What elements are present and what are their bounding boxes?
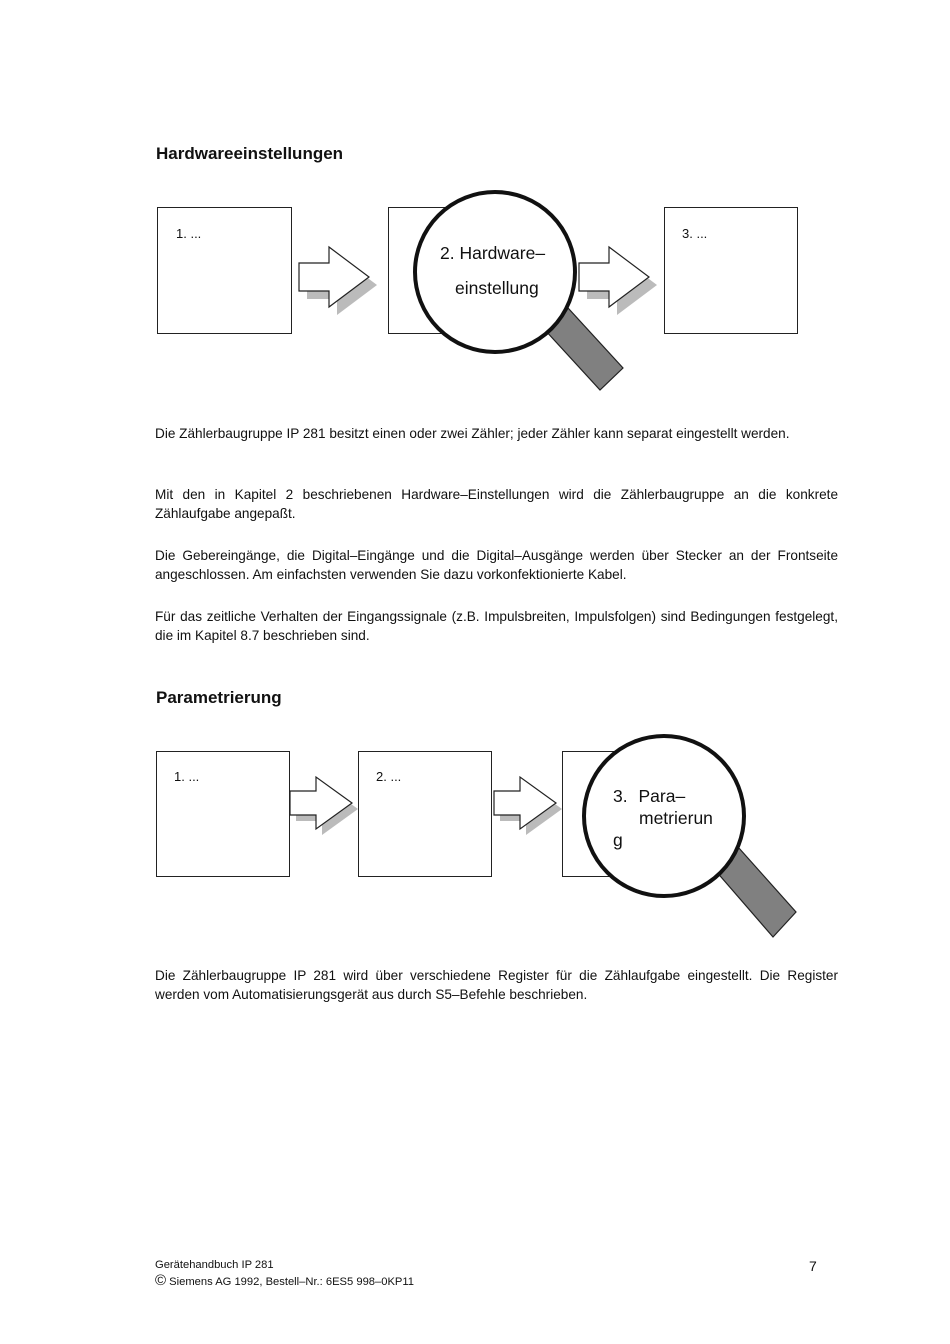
- step-box-1-label: 1. ...: [176, 226, 202, 241]
- step-box-3-label: 3. ...: [682, 226, 708, 241]
- lens-word-1: Para–: [638, 786, 686, 806]
- arrow-icon: [575, 243, 665, 318]
- arrow-icon: [295, 243, 385, 318]
- lens-title: [613, 785, 743, 851]
- arrow-icon: [286, 773, 366, 838]
- lens-line-2: einstellung: [455, 278, 539, 298]
- section-heading-parametrierung: Parametrierung: [156, 688, 282, 707]
- copyright-icon: ©: [155, 1272, 167, 1289]
- paragraph: Die Zählerbaugruppe IP 281 wird über verschiedene Register für die Zählaufgabe eingestellt. Die Register werden vom Automatisierungsgerät aus durch S5–Befehle beschrieben.: [155, 968, 838, 1002]
- step-box-2-label: 2. ...: [376, 769, 402, 784]
- footer-copyright: Siemens AG 1992, Bestell–Nr.: 6ES5 998–0KP11: [169, 1276, 414, 1288]
- step-box-1: [157, 207, 292, 334]
- lens-line-1: [613, 785, 743, 807]
- footer-manual-title: Gerätehandbuch IP 281: [155, 1259, 274, 1271]
- footer-copyright-line: [155, 1273, 414, 1290]
- lens-title: [440, 236, 580, 306]
- lens-line-3: g: [613, 830, 623, 850]
- paragraph: Mit den in Kapitel 2 beschriebenen Hardware–Einstellungen wird die Zählerbaugruppe an die konkrete Zählaufgabe angepaßt.: [155, 487, 838, 521]
- lens-line-2: metrierun: [639, 808, 713, 828]
- section-heading-hardware: Hardwareeinstellungen: [156, 144, 344, 163]
- paragraph: Für das zeitliche Verhalten der Eingangssignale (z.B. Impulsbreiten, Impulsfolgen) sind Bedingungen festgelegt, die im Kapitel 8.7 beschrieben sind.: [155, 609, 838, 643]
- step-box-2: [358, 751, 492, 877]
- step-box-1: [156, 751, 290, 877]
- step-box-3: [664, 207, 798, 334]
- paragraph: Die Gebereingänge, die Digital–Eingänge und die Digital–Ausgänge werden über Stecker an der Frontseite angeschlossen. Am einfachsten verwenden Sie dazu vorkonfektionierte Kabel.: [155, 548, 838, 582]
- lens-line-1: 2. Hardware–: [440, 243, 546, 263]
- lens-number: 3.: [613, 786, 628, 806]
- page-number: 7: [809, 1258, 817, 1274]
- step-box-1-label: 1. ...: [174, 769, 200, 784]
- arrow-icon: [490, 773, 570, 838]
- footer: [155, 1257, 414, 1290]
- paragraph: Die Zählerbaugruppe IP 281 besitzt einen oder zwei Zähler; jeder Zähler kann separat eingestellt werden.: [155, 426, 790, 441]
